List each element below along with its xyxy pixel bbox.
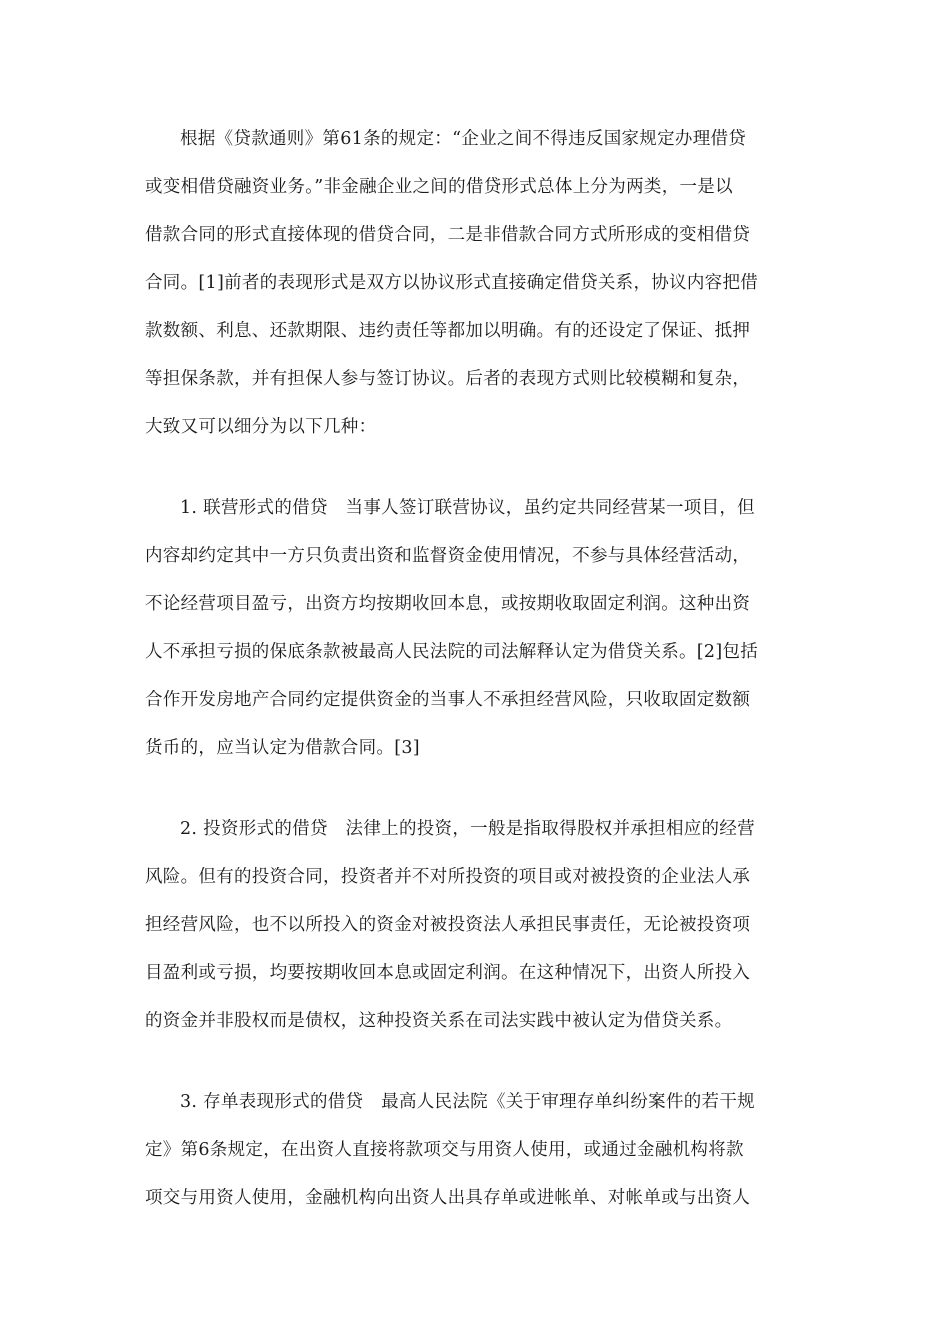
text-line: 合作开发房地产合同约定提供资金的当事人不承担经营风险，只收取固定数额 [145, 690, 751, 710]
text-line: 款数额、利息、还款期限、违约责任等都加以明确。有的还设定了保证、抵押 [145, 321, 751, 341]
text-line: 不论经营项目盈亏，出资方均按期收回本息，或按期收取固定利润。这种出资 [145, 594, 751, 614]
text-line: 根据《贷款通则》第61条的规定：“企业之间不得违反国家规定办理借贷 [180, 129, 747, 149]
text-line: 定》第6条规定，在出资人直接将款项交与用资人使用，或通过金融机构将款 [145, 1140, 744, 1160]
text-line: 2. 投资形式的借贷 法律上的投资，一般是指取得股权并承担相应的经营 [180, 819, 755, 839]
text-line: 项交与用资人使用，金融机构向出资人出具存单或进帐单、对帐单或与出资人 [145, 1188, 751, 1208]
text-line: 货币的，应当认定为借款合同。[3] [145, 738, 420, 758]
text-line: 的资金并非股权而是债权，这种投资关系在司法实践中被认定为借贷关系。 [145, 1011, 733, 1031]
text-line: 合同。[1]前者的表现形式是双方以协议形式直接确定借贷关系，协议内容把借 [145, 273, 759, 293]
text-line: 风险。但有的投资合同，投资者并不对所投资的项目或对被投资的企业法人承 [145, 867, 751, 887]
text-line: 3. 存单表现形式的借贷 最高人民法院《关于审理存单纠纷案件的若干规 [180, 1092, 755, 1112]
text-line: 借款合同的形式直接体现的借贷合同，二是非借款合同方式所形成的变相借贷 [145, 225, 751, 245]
text-line: 内容却约定其中一方只负责出资和监督资金使用情况，不参与具体经营活动， [145, 546, 751, 566]
text-line: 人不承担亏损的保底条款被最高人民法院的司法解释认定为借贷关系。[2]包括 [145, 642, 759, 662]
text-line: 目盈利或亏损，均要按期收回本息或固定利润。在这种情况下，出资人所投入 [145, 963, 751, 983]
text-line: 大致又可以细分为以下几种： [145, 417, 377, 437]
text-line: 或变相借贷融资业务。”非金融企业之间的借贷形式总体上分为两类，一是以 [145, 177, 733, 197]
text-line: 1. 联营形式的借贷 当事人签订联营协议，虽约定共同经营某一项目，但 [180, 498, 755, 518]
text-line: 等担保条款，并有担保人参与签订协议。后者的表现方式则比较模糊和复杂， [145, 369, 751, 389]
text-line: 担经营风险，也不以所投入的资金对被投资法人承担民事责任，无论被投资项 [145, 915, 751, 935]
